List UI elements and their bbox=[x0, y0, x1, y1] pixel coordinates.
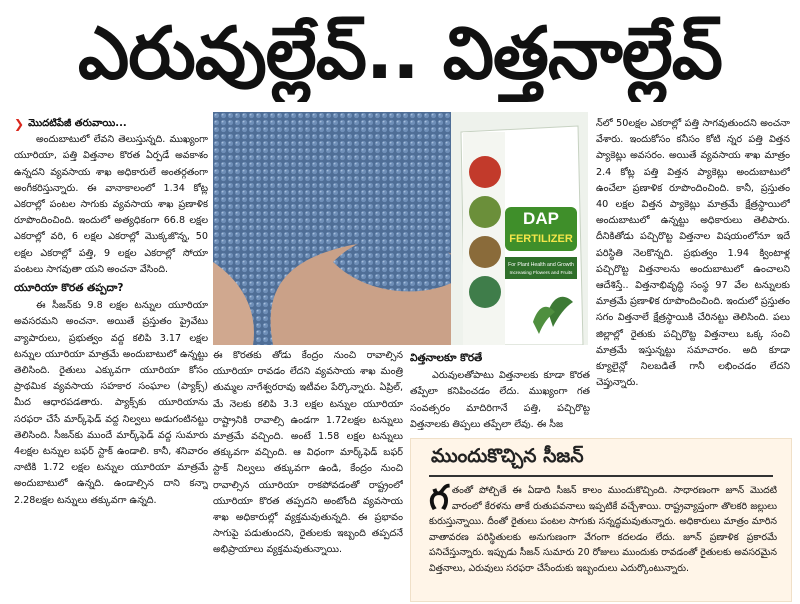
sidebox-divider bbox=[429, 475, 773, 477]
column-3-paragraph-1: ఎరువులతోపాటు విత్తనాలకు కూడా కొరత తప్పేలా కనిపించడం లేదు. ముఖ్యంగా గత సంవత్సరం మాదిరిగానే పత్తి, పచ్చిరొట్ట విత్తనాలకు తిప్పలు తప్పేలా లేవు. ఈ సీజ bbox=[410, 370, 590, 430]
dap-bag bbox=[461, 126, 583, 345]
sidebox-dropcap: గ bbox=[429, 483, 449, 518]
sidebox-text: తంతో పోల్చితే ఈ ఏడాది సీజన్ కాలం ముందుకొచ్చింది. సాధారణంగా జూన్ మొదటి వారంలో కేరళను తాకే రుతుపవనాలు ఇప్పటికే వచ్చేశాయి. రాష్ట్రవ్యాప్తంగా తొలకరి జల్లులు కురుస్తున్నాయి. దీంతో రైతులు పంటల సాగుకు సన్నద్ధమవుతున్నారు. అధికారులు మాత్రం మారిన వాతావరణ పరిస్థితులకు అనుగుణంగా వేగంగా కదలడం లేదు. జూన్ ప్రణాళిక ప్రకారమే పనిచేస్తున్నారు. ఇప్పుడు సీజన్ సుమారు 20 రోజులు ముందుకు రావడంతో రైతులకు అవసరమైన విత్తనాలు, ఎరువులు సరఫరా చేసేందుకు ఇబ్బందులు ఎదుర్కొంటున్నారు. bbox=[429, 485, 777, 574]
column-3 bbox=[410, 348, 590, 434]
bag-tagline-2: Increasing Flowers and Fruits bbox=[509, 271, 573, 276]
fertilizer-photo bbox=[213, 112, 588, 345]
column-4 bbox=[596, 116, 790, 434]
chevron-right-icon: ❯ bbox=[14, 117, 25, 131]
fertilizer-illustration bbox=[213, 112, 588, 345]
subhead-urea-shortage: యూరియా కొరత తప్పదా? bbox=[14, 282, 124, 295]
column-1-paragraph-1: అందుబాటులో లేవని తెలుస్తున్నది. ముఖ్యంగా యూరియా, పత్తి విత్తనాల కొరత ఏర్పడే అవకాశం ఉన్నదని వ్యవసాయ శాఖ అధికారులే అంతర్గతంగా అంగీకరిస్తున్నారు. ఈ వానాకాలంలో 1.34 కోట్ల ఎకరాల్లో పంటల సాగుకు వ్యవసాయ శాఖ ప్రణాళిక రూపొందించింది. ఇందులో అత్యధికంగా 66.8 లక్షల ఎకరాల్లో వరి, 6 లక్షల ఎకరాల్లో మొక్కజొన్న, 50 లక్షల ఎకరాల్లో పత్తి, 9 లక్షల ఎకరాల్లో సోయా పంటలు సాగవుతా యని అంచనా వేసింది. bbox=[14, 134, 208, 275]
season-sidebox bbox=[410, 438, 792, 602]
column-2-paragraph-1: ఈ కొరతకు తోడు కేంద్రం నుంచి రావాల్సిన యూరియా రావడం లేదని వ్యవసాయ శాఖ మంత్రి తుమ్మల నాగేశ్వరరావు ఇటీవల పేర్కొన్నారు. ఏప్రిల్, మే నెలకు కలిపి 3.3 లక్షల టన్నుల యూరియా రాష్ట్రానికి రావాల్సి ఉండగా 1.72లక్షల టన్నులు మాత్రమే వచ్చింది. అంటే 1.58 లక్షల టన్నులు తక్కువగా వచ్చింది. ఆ విధంగా మార్క్‌ఫెడ్ బఫర్ స్టాక్ నిల్వలు తక్కువగా ఉండి, కేంద్రం నుంచి రావాల్సిన యూరియా రాకపోవడంతో రాష్ట్రంలో యూరియా కొరత తప్పదని అంటోంది వ్యవసాయ శాఖ అధికారుల్లో వ్యక్తమవుతున్నది. ఈ ప్రభావం సాగుపై పడుతుందని, రైతులకు ఇబ్బంది తప్పదనే అభిప్రాయాలు వ్యక్తమవుతున్నాయి. bbox=[213, 350, 403, 556]
column-2 bbox=[213, 348, 403, 602]
subhead-seed-shortage: విత్తనాలకూ కొరతే bbox=[410, 352, 483, 364]
kicker bbox=[14, 116, 208, 132]
sidebox-title: ముందుకొచ్చిన సీజన్ bbox=[431, 445, 584, 467]
headline: ఎరువుల్లేవ్.. విత్తనాల్లేవ్ bbox=[78, 11, 722, 95]
sidebox-body bbox=[429, 483, 777, 599]
column-1 bbox=[14, 116, 208, 602]
column-4-paragraph-1: న్‌లో 50లక్షల ఎకరాల్లో పత్తి సాగవుతుందని అంచనా వేశారు. ఇందుకోసం కనీసం కోటి న్నర పత్తి విత్తన ప్యాకెట్లు అవసరం. అయితే వ్యవసాయ శాఖ మాత్రం 2.4 కోట్ల పత్తి విత్తన ప్యాకెట్లు అందుబాటులో ఉంచేలా ప్రణాళిక రూపొందించింది. కానీ, ప్రస్తుతం 40 లక్షల విత్తన ప్యాకెట్లు మాత్రమే క్షేత్రస్థాయిలో అందుబాటులో ఉన్నట్టు అధికారులు తెలిపారు. దీనికితోడు పచ్చిరొట్ట విత్తనాల విషయంలోనూ ఇదే పరిస్థితి నెలకొన్నది. ప్రభుత్వం 1.94 క్వింటాళ్ల పచ్చిరొట్ట విత్తనాలను అందుబాటులో ఉంచాలని ఆదేశిస్తే.. విత్తనాభివృద్ధి సంస్థ 97 వేల టన్నులకు మాత్రమే ప్రణాళిక రూపొందించింది. ఇందులో ప్రస్తుతం సగం విత్తనాలే క్షేత్రస్థాయికి చేరినట్టు తెలిసింది. పలు జిల్లాల్లో రైతుకు పచ్చిరొట్ట విత్తనాలు ఒక్క సంచి మాత్రమే ఇస్తున్నట్టు సమాచారం. అది కూడా క్యూలైన్లో నిలబడితే గానీ లభించడం లేదని చెప్తున్నారు. bbox=[596, 118, 790, 389]
bag-tagline-1: For Plant Health and Growth bbox=[508, 262, 574, 268]
column-1-paragraph-2: ఈ సీజన్‌కు 9.8 లక్షల టన్నుల యూరియా అవసరమని అంచనా. అయితే ప్రస్తుతం ప్రైవేటు వ్యాపారులు, ప్రభుత్వం వద్ద కలిపి 3.17 లక్షల టన్నుల యూరియా మాత్రమే అందుబాటులో ఉన్నట్టు తెలిసింది. రైతులు ఎక్కువగా యూరియా కోసం ప్రాథమిక వ్యవసాయ సహకార సంఘాల (ప్యాక్స్) మీద ఆధారపడతారు. ప్యాక్స్‌కు యూరియాను సరఫరా చేసే మార్క్‌ఫెడ్ వద్ద నిల్వలు అడుగంటినట్టు తెలిసింది. సీజన్‌కు ముందే మార్క్‌ఫెడ్ వద్ద సుమారు 4లక్షల టన్నుల బఫర్ స్టాక్ ఉండాలి. కానీ, శనివారం నాటికి 1.72 లక్షల టన్నుల యూరియా మాత్రమే అందుబాటులో ఉన్నది. ఉండాల్సిన దాని కన్నా 2.28లక్షల టన్నులు తక్కువగా ఉన్నది. bbox=[14, 300, 208, 506]
kicker-text: మొదటిపేజీ తరువాయి... bbox=[28, 118, 127, 129]
bag-product: FERTILIZER bbox=[509, 233, 573, 245]
bag-brand: DAP bbox=[523, 209, 559, 228]
